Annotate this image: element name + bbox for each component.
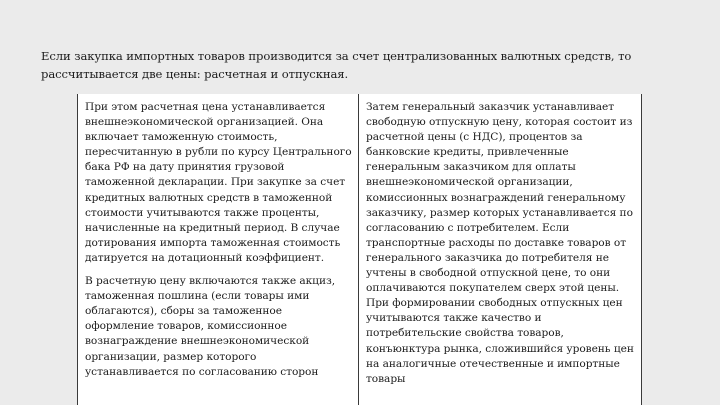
two-column-table	[77, 94, 642, 405]
left-paragraph-2: В расчетную цену включаются также акциз, таможенная пошлина (если товары ими облагаются), сборы за таможенное оформление товаров, комиссионное вознаграждение внешнеэкономической организации, размер которого устанавливается по согласованию сторон	[85, 275, 336, 378]
right-paragraph-1: Затем генеральный заказчик устанавливает свободную отпускную цену, которая состоит из расчетной цены (с НДС), процентов за банковские кредиты, привлеченные генеральным заказчиком для оплаты внешнеэкономической организации, комиссионных вознаграждений генеральному заказчику, размер которых устанавливается по согласованию с потребителем. Если транспортные расходы по доставке товаров от генерального заказчика до потребителя не учтены в свободной отпускной цене, то они оплачиваются покупателем сверх этой цены. При формировании свободных отпускных цен учитываются также качество и потребительские свойства товаров, конъюнктура рынка, сложившийся уровень цен на аналогичные отечественные и импортные товары	[366, 101, 634, 385]
right-column	[359, 94, 642, 405]
left-column	[77, 94, 359, 405]
intro-text: Если закупка импортных товаров производится за счет централизованных валютных средств, то рассчитывается две цены: расчетная и отпускная.	[41, 49, 632, 81]
left-paragraph-1: При этом расчетная цена устанавливается внешнеэкономической организацией. Она включает таможенную стоимость, пересчитанную в рубли по курсу Центрального бака РФ на дату принятия грузовой таможенной декларации. При закупке за счет кредитных валютных средств в таможенной стоимости учитываются также проценты, начисленные на кредитный период. В случае дотирования импорта таможенная стоимость датируется на дотационный коэффициент.	[85, 101, 352, 264]
